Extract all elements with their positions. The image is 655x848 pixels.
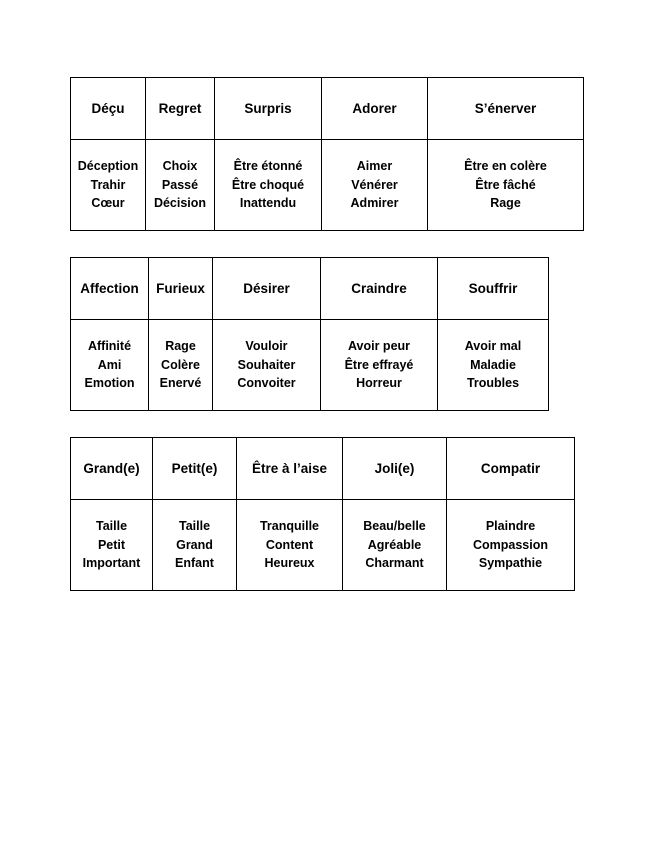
synonym: Agréable	[367, 537, 422, 552]
synonym: Emotion	[84, 376, 135, 391]
vocab-table-1	[70, 77, 584, 231]
word-cell: Désirer	[213, 258, 321, 320]
word-cell: Regret	[146, 78, 215, 140]
synonym: Vouloir	[245, 339, 288, 354]
synonyms-cell	[343, 500, 447, 591]
word-cell: Compatir	[447, 438, 575, 500]
synonym: Être effrayé	[344, 357, 414, 372]
synonyms-cell	[149, 320, 213, 411]
word-cell: Être à l’aise	[237, 438, 343, 500]
synonyms-cell	[213, 320, 321, 411]
synonym: Sympathie	[478, 556, 543, 571]
synonym: Inattendu	[239, 196, 297, 211]
synonym: Charmant	[365, 556, 424, 571]
synonym: Compassion	[472, 537, 548, 552]
synonym: Décision	[153, 196, 207, 211]
synonyms-row	[71, 500, 575, 591]
synonyms-cell	[146, 140, 215, 231]
synonym: Aimer	[356, 159, 393, 174]
synonym: Être fâché	[475, 177, 536, 192]
synonym: Convoiter	[237, 376, 296, 391]
synonym: Ami	[97, 357, 122, 372]
synonym: Être choqué	[231, 177, 305, 192]
synonym: Taille	[95, 519, 128, 534]
word-cell: Craindre	[321, 258, 438, 320]
synonym: Important	[82, 556, 141, 571]
word-cell: Grand(e)	[71, 438, 153, 500]
word-cell: S’énerver	[428, 78, 584, 140]
word-cell: Surpris	[215, 78, 322, 140]
synonym: Trahir	[90, 177, 126, 192]
header-row	[71, 258, 549, 320]
synonym: Être étonné	[233, 159, 303, 174]
synonym: Heureux	[264, 556, 315, 571]
synonym: Taille	[178, 519, 211, 534]
synonyms-cell	[428, 140, 584, 231]
word-cell: Joli(e)	[343, 438, 447, 500]
word-cell: Petit(e)	[153, 438, 237, 500]
synonym: Admirer	[350, 196, 399, 211]
synonym: Être en colère	[464, 159, 547, 174]
synonyms-cell	[321, 320, 438, 411]
word-cell: Affection	[71, 258, 149, 320]
header-row	[71, 78, 584, 140]
synonym: Maladie	[470, 357, 516, 372]
synonyms-row	[71, 140, 584, 231]
synonym: Grand	[176, 537, 213, 552]
synonyms-cell	[71, 500, 153, 591]
header-row	[71, 438, 575, 500]
word-cell: Adorer	[322, 78, 428, 140]
synonyms-cell	[322, 140, 428, 231]
synonym: Vénérer	[351, 177, 398, 192]
word-cell: Souffrir	[438, 258, 549, 320]
synonyms-cell	[71, 320, 149, 411]
synonyms-cell	[438, 320, 549, 411]
synonym: Tranquille	[259, 519, 320, 534]
synonym: Avoir peur	[347, 339, 411, 354]
synonym: Colère	[161, 357, 200, 372]
synonym: Déception	[77, 159, 139, 174]
synonyms-cell	[71, 140, 146, 231]
synonym: Souhaiter	[237, 357, 296, 372]
synonym: Horreur	[356, 376, 402, 391]
synonym: Plaindre	[485, 519, 536, 534]
synonyms-cell	[447, 500, 575, 591]
synonyms-cell	[215, 140, 322, 231]
vocab-table-2	[70, 257, 549, 411]
synonym: Choix	[162, 159, 198, 174]
synonyms-row	[71, 320, 549, 411]
synonym: Avoir mal	[464, 339, 522, 354]
synonym: Enervé	[159, 376, 202, 391]
vocab-table-3	[70, 437, 575, 591]
synonym: Troubles	[466, 376, 520, 391]
word-cell: Déçu	[71, 78, 146, 140]
synonyms-cell	[153, 500, 237, 591]
synonym: Passé	[161, 177, 199, 192]
synonym: Rage	[490, 196, 521, 211]
synonym: Rage	[165, 339, 196, 354]
synonym: Beau/belle	[363, 519, 426, 534]
synonyms-cell	[237, 500, 343, 591]
synonym: Content	[265, 537, 314, 552]
synonym: Enfant	[175, 556, 214, 571]
word-cell: Furieux	[149, 258, 213, 320]
synonym: Petit	[97, 537, 126, 552]
synonym: Affinité	[87, 339, 132, 354]
synonym: Cœur	[91, 196, 125, 211]
